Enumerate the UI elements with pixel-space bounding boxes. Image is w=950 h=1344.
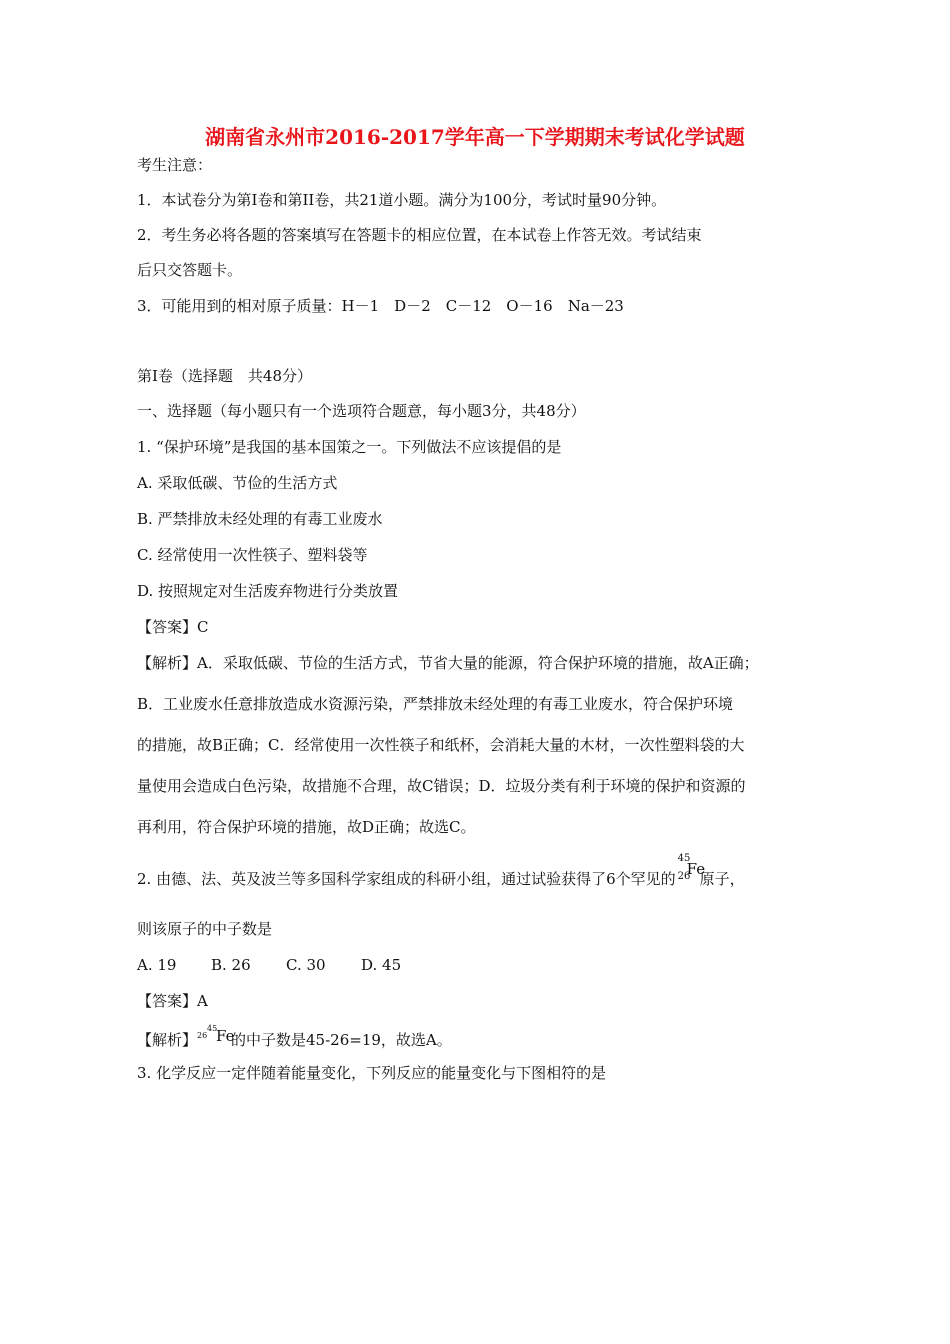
isotope-atomic-number: 26	[677, 871, 691, 882]
q1-analysis-line-4: 量使用会造成白色污染，故措施不合理，故C错误；D．垃圾分类有利于环境的保护和资源的	[137, 777, 746, 795]
q2-option-c: C. 30	[286, 956, 326, 974]
q2-stem-line-2: 则该原子的中子数是	[137, 920, 273, 938]
section-heading: 一、选择题（每小题只有一个选项符合题意，每小题3分，共48分）	[137, 402, 586, 420]
notice-item-2-cont: 后只交答题卡。	[137, 261, 243, 279]
isotope-element: Fe	[686, 860, 706, 878]
q2-option-d: D. 45	[361, 956, 402, 974]
q2-stem-after: 原子，	[699, 870, 745, 888]
q2-option-b: B. 26	[211, 956, 251, 974]
q1-option-a: A. 采取低碳、节俭的生活方式	[137, 474, 338, 492]
q2-analysis-prefix: 【解析】	[137, 1031, 198, 1049]
q2-stem-before: 2. 由德、法、英及波兰等多国科学家组成的科研小组，通过试验获得了6个罕见的	[137, 870, 676, 888]
fe-isotope-symbol	[677, 853, 706, 884]
fe-isotope-inline	[197, 1024, 235, 1045]
q2-options	[137, 955, 401, 975]
q2-analysis	[137, 1024, 452, 1050]
q2-option-a: A. 19	[137, 956, 177, 974]
isotope-inline-element: Fe	[216, 1027, 235, 1045]
part1-heading: 第I卷（选择题 共48分）	[137, 367, 313, 385]
q1-answer: 【答案】C	[137, 618, 209, 636]
notice-item-3: 3．可能用到的相对原子质量：H－1 D－2 C－12 O－16 Na－23	[137, 297, 624, 315]
isotope-inline-mass-number: 45	[207, 1024, 218, 1033]
q2-analysis-suffix: 的中子数是45-26=19，故选A。	[231, 1031, 452, 1049]
q1-analysis-line-1: 【解析】A．采取低碳、节俭的生活方式，节省大量的能源，符合保护环境的措施，故A正确；	[137, 654, 759, 672]
notice-item-1: 1．本试卷分为第I卷和第II卷，共21道小题。满分为100分，考试时量90分钟。	[137, 191, 667, 209]
q1-stem: 1. “保护环境”是我国的基本国策之一。下列做法不应该提倡的是	[137, 438, 562, 456]
q1-option-c: C. 经常使用一次性筷子、塑料袋等	[137, 546, 368, 564]
q2-answer: 【答案】A	[137, 992, 208, 1010]
q1-option-d: D. 按照规定对生活废弃物进行分类放置	[137, 582, 399, 600]
q2-stem-line-1	[137, 853, 745, 889]
q1-option-b: B. 严禁排放未经处理的有毒工业废水	[137, 510, 383, 528]
q1-analysis-line-5: 再利用，符合保护环境的措施，故D正确；故选C。	[137, 818, 476, 836]
notice-heading: 考生注意：	[137, 156, 213, 174]
isotope-inline-atomic-number: 26	[197, 1031, 208, 1040]
q1-analysis-line-3: 的措施，故B正确；C．经常使用一次性筷子和纸杯，会消耗大量的木材，一次性塑料袋的大	[137, 736, 745, 754]
notice-item-2: 2．考生务必将各题的答案填写在答题卡的相应位置，在本试卷上作答无效。考试结束	[137, 226, 702, 244]
document-title: 湖南省永州市2016-2017学年高一下学期期末考试化学试题	[205, 125, 745, 149]
q1-analysis-line-2: B．工业废水任意排放造成水资源污染，严禁排放未经处理的有毒工业废水，符合保护环境	[137, 695, 734, 713]
q3-stem: 3. 化学反应一定伴随着能量变化，下列反应的能量变化与下图相符的是	[137, 1064, 607, 1082]
isotope-mass-number: 45	[677, 853, 691, 864]
